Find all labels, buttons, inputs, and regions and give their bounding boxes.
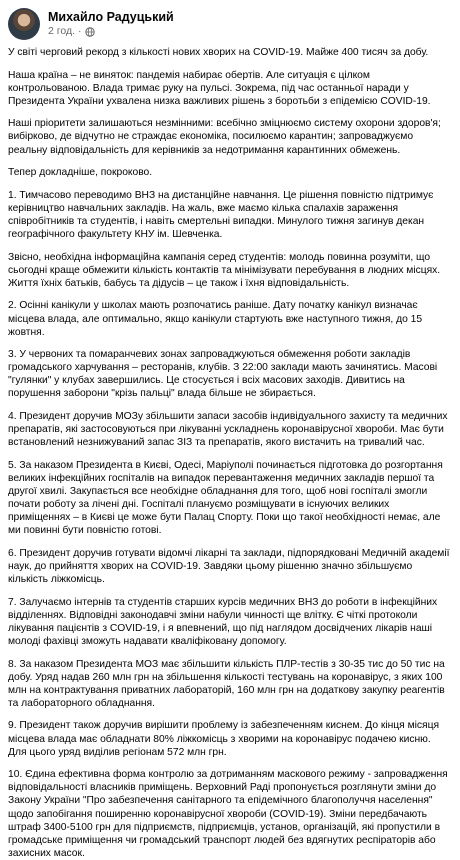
post-subline [48,25,174,38]
post-paragraph: 6. Президент доручив готувати відомчі лікарні та заклади, підпорядковані Медичній академії наук, до прийняття хворих на COVID-19. Завдяки цьому рішенню значно збільшуємо кількість ліжкомісць. [8,547,450,586]
post-paragraph: 10. Єдина ефективна форма контролю за дотриманням маскового режиму - запровадження відповідальності власників приміщень. Верховний Раді пропонується розглянути зміни до Закону України "Про забезпечення санітарного та епідемічного благополуччя населення" щодо запобігання поширенню коронавірусної хвороби (COVID-19). Зміни передбачають штраф 3400-5100 грн для підприємств, підприємців, установ, організацій, які пропустили в громадське приміщення чи громадський транспорт людей без вдягнутих респіраторів або захисних масок. [8,769,448,859]
post-paragraph: 4. Президент доручив МОЗу збільшити запаси засобів індивідуального захисту та медичних препаратів, які застосовуються при лікуванні ускладнень коронавірусної хвороби. Має бути встановлений незнижуваний запас ЗІЗ та препаратів, якого вистачить на тривалий час. [8,411,448,449]
post-paragraph: 8. За наказом Президента МОЗ має збільшити кількість ПЛР-тестів з 30-35 тис до 50 тис на добу. Уряд надав 260 млн грн на збільшення кількості тестувань на коронавірус, з яких 100 млн на контрактування приватних лабораторій, 160 млн грн на додаткову закупку реагентів та лабораторного обладнання. [8,658,445,709]
post-paragraph: 7. Залучаємо інтернів та студентів старших курсів медичних ВНЗ до роботи в інфекційних відділеннях. Відповідні законодавчі зміни набули чинності ще влітку. Є чіткі протоколи лікування пацієнтів з COVID-19, і я впевнений, що під наглядом досвідчених лікарів наші молоді фахівці зможуть надавати кваліфіковану допомогу. [8,596,438,647]
post-paragraph: 5. За наказом Президента в Києві, Одесі, Маріуполі починається підготовка до розгортання великих інфекційних госпіталів на випадок перевантаження медичних закладів першої та другої хвилі. Закупається все необхідне обладнання для того, щоб нові госпіталі змогли почати роботу за лічені дні. Госпіталі плануємо розміщувати в існуючих великих приміщеннях – в Києві це може бути Палац Спорту. Поки що такої необхідності немає, але ми повинні бути повністю готові. [8,459,443,537]
post-paragraph: Звісно, необхідна інформаційна кампанія серед студентів: молодь повинна розуміти, що сьогодні краще обмежити кількість контактів та мінімізувати перебування в людних місцях. Життя їхніх батьків, бабусь та дідусів – це також і їхня відповідальність. [8,251,441,289]
globe-icon [85,27,95,37]
post-meta [48,10,174,38]
post-paragraph: 1. Тимчасово переводимо ВНЗ на дистанційне навчання. Це рішення повністю підтримує керівництво навчальних закладів. На жаль, вже маємо кілька спалахів зараження співробітників та студентів, і навіть смертельні випадки. Минулого тижня загинув декан географічного факультету КНУ ім. Шевченка. [8,189,434,241]
post-paragraph: Наша країна – не виняток: пандемія набирає обертів. Але ситуація є цілком контрольованою. Влада тримає руку на пульсі. Зокрема, під час останньої наради у Президента України ухвалена низка важливих рішень з боротьби з епідемією COVID-19. [8,69,431,107]
post-body [8,46,452,860]
separator-dot: · [78,25,82,37]
post-header [8,6,452,42]
post-paragraph: 9. Президент також доручив вирішити проблему із забезпеченням киснем. До кінця місяця місцева влада має обладнати 80% ліжкомісць з хворими на коронавірус подачею кисню. Для цього уряд виділив регіонам 572 млн грн. [8,720,440,758]
avatar[interactable] [8,8,40,40]
post-paragraph: У світі черговий рекорд з кількості нових хворих на COVID-19. Майже 400 тисяч за добу. [8,47,429,58]
post-paragraph: Наші пріоритети залишаються незмінними: всебічно зміцнюємо систему охорони здоров'я; вибірково, де відчутно не страждає економіка, посилюємо карантин; запроваджуємо реальну відповідальність для керівників за недотримання карантинних обмежень. [8,118,441,156]
author-name[interactable]: Михайло Радуцький [48,10,174,24]
post-paragraph: 2. Осінні канікули у школах мають розпочатись раніше. Дату початку канікул визначає місцева влада, але оптимально, якщо канікули стартують вже наступного тижня, до 15 жовтня. [8,300,423,338]
post-paragraph: 3. У червоних та помаранчевих зонах запроваджуються обмеження роботи закладів громадського харчування – ресторанів, клубів. З 22:00 заклади мають зачинятись. Масові "гулянки" у клубах завершились. Це стосується і всіх масових заходів. Дивитись на порушення заборони "крізь пальці" влада більше не збирається. [8,349,438,400]
post-time[interactable]: 2 год. [48,25,76,37]
post-paragraph: Тепер докладніше, покроково. [8,167,153,179]
